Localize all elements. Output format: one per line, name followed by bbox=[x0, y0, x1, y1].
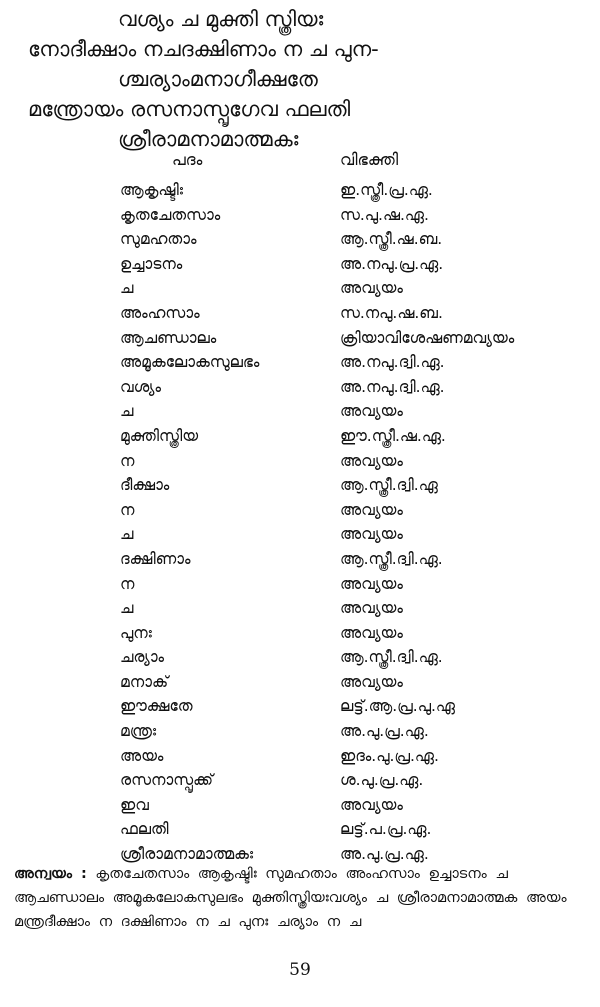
table-row bbox=[0, 301, 600, 326]
case-cell: ലട്ട്.പ.പ്ര.ഏ. bbox=[340, 820, 432, 839]
word-cell: ചര്യാം bbox=[120, 648, 165, 667]
case-cell: ഇദം.പു.പ്ര.ഏ. bbox=[340, 746, 439, 765]
table-row bbox=[0, 375, 600, 400]
case-cell: അവ്യയം bbox=[340, 500, 403, 519]
case-cell: അവ്യയം bbox=[340, 279, 403, 298]
word-cell: ദക്ഷിണാം bbox=[120, 549, 191, 568]
case-cell: അവ്യയം bbox=[340, 574, 403, 593]
case-cell: ആ.സ്ത്രീ.ദ്വി.ഏ. bbox=[340, 549, 443, 568]
table-row bbox=[0, 768, 600, 793]
table-row bbox=[0, 522, 600, 547]
table-row bbox=[0, 817, 600, 842]
table-row bbox=[0, 621, 600, 646]
column-header-word: പദം bbox=[172, 150, 203, 169]
case-cell: അ.പു.പ്ര.ഏ. bbox=[340, 845, 429, 864]
table-row bbox=[0, 547, 600, 572]
word-cell: അമൂകലോകസുലഭം bbox=[120, 353, 260, 372]
word-cell: മുക്തിസ്ത്രിയ bbox=[120, 426, 199, 445]
word-cell: ന bbox=[120, 500, 135, 519]
case-cell: ക്രിയാവിശേഷണമവ്യയം bbox=[340, 328, 515, 347]
verse-line-5: ശ്രീരാമനാമാത്മകഃ bbox=[118, 127, 299, 151]
case-cell: അ.നപു.ദ്വി.ഏ. bbox=[340, 353, 445, 372]
case-cell: അവ്യയം bbox=[340, 451, 403, 470]
word-cell: അംഹസാം bbox=[120, 303, 200, 322]
case-cell: സ.പു.ഷ.ഏ. bbox=[340, 205, 429, 224]
verse-line-2: നോദീക്ഷാം നചദക്ഷിണാം ന ച പുന- bbox=[28, 37, 379, 61]
case-cell: ഇ.സ്ത്രീ.പ്ര.ഏ. bbox=[340, 181, 433, 199]
column-header-case: വിഭക്തി bbox=[340, 150, 399, 169]
table-row bbox=[0, 399, 600, 424]
word-cell: ച bbox=[120, 402, 134, 421]
table-row bbox=[0, 350, 600, 375]
word-cell: ശ്രീരാമനാമാത്മകഃ bbox=[120, 845, 254, 864]
case-cell: ലട്ട്.ആ.പ്ര.പു.ഏ bbox=[340, 697, 455, 716]
word-cell: ഇവ bbox=[120, 795, 149, 814]
word-cell: മനാക് bbox=[120, 672, 169, 691]
case-cell: ആ.സ്ത്രീ.ദ്വി.ഏ bbox=[340, 476, 438, 495]
table-row bbox=[0, 572, 600, 597]
anvayam-text: കൃതചേതസാം ആകൃഷ്ടിഃ സുമഹതാം അംഹസാം ഉച്ചാടനം ച ആചണ്ഡാലം അമൂകലോകസുലഭം മുക്തിസ്ത്രിയഃവശ്യം ച ശ്രീരാമനാമാത്മക അയം മന്ത്രദീക്ഷാം ന ദക്ഷിണാം ന ച പുനഃ ചര്യാം ന ച bbox=[14, 866, 567, 930]
word-cell: ദീക്ഷാം bbox=[120, 476, 170, 495]
anvayam-label: അന്വയം : bbox=[14, 866, 87, 882]
table-row bbox=[0, 227, 600, 252]
case-cell: ആ.സ്ത്രീ.ദ്വി.ഏ. bbox=[340, 648, 443, 667]
table-row bbox=[0, 473, 600, 498]
case-cell: അ.നപു.പ്ര.ഏ. bbox=[340, 254, 444, 273]
verse-line-1: വശ്യം ച മുക്തി സ്ത്രിയഃ bbox=[118, 7, 324, 31]
verse-line-4: മന്ത്രോയം രസനാസ്പൃഗേവ ഫലതി bbox=[28, 97, 351, 121]
word-cell: അയം bbox=[120, 746, 164, 765]
case-cell: ശ.പു.പ്ര.ഏ. bbox=[340, 771, 424, 790]
case-cell: ആ.സ്ത്രീ.ഷ.ബ. bbox=[340, 230, 443, 249]
page-number: 59 bbox=[289, 960, 311, 980]
case-cell: അ.നപു.ദ്വി.ഏ. bbox=[340, 377, 445, 396]
word-cell: സുമഹതാം bbox=[120, 230, 197, 249]
table-row bbox=[0, 498, 600, 523]
table-row bbox=[0, 719, 600, 744]
table-body bbox=[0, 178, 600, 867]
table-row bbox=[0, 178, 600, 203]
word-cell: ച bbox=[120, 279, 134, 298]
case-cell: അവ്യയം bbox=[340, 672, 403, 691]
case-cell: അ.പു.പ്ര.ഏ. bbox=[340, 722, 429, 741]
table-row bbox=[0, 276, 600, 301]
table-row bbox=[0, 694, 600, 719]
table-row bbox=[0, 252, 600, 277]
case-cell: അവ്യയം bbox=[340, 795, 403, 814]
table-row bbox=[0, 645, 600, 670]
word-cell: ഈക്ഷതേ bbox=[120, 697, 193, 716]
word-cell: ന bbox=[120, 451, 135, 470]
table-row bbox=[0, 596, 600, 621]
word-cell: വശ്യം bbox=[120, 377, 161, 396]
anvayam-paragraph bbox=[14, 862, 588, 934]
word-cell: രസനാസ്പൃക്ക് bbox=[120, 771, 213, 790]
table-row bbox=[0, 424, 600, 449]
case-cell: സ.നപു.ഷ.ബ. bbox=[340, 303, 443, 322]
word-cell: കൃതചേതസാം bbox=[120, 205, 221, 224]
case-cell: അവ്യയം bbox=[340, 402, 403, 421]
word-cell: ച bbox=[120, 525, 134, 544]
word-cell: ച bbox=[120, 599, 134, 618]
case-cell: ഈ.സ്ത്രീ.ഷ.ഏ. bbox=[340, 426, 446, 445]
word-cell: ന bbox=[120, 574, 135, 593]
table-row bbox=[0, 793, 600, 818]
case-cell: അവ്യയം bbox=[340, 623, 403, 642]
word-cell: പുനഃ bbox=[120, 623, 152, 642]
word-cell: മന്ത്രഃ bbox=[120, 722, 157, 741]
case-cell: അവ്യയം bbox=[340, 525, 403, 544]
word-cell: ആകൃഷ്ടിഃ bbox=[120, 181, 183, 199]
table-row bbox=[0, 670, 600, 695]
table-row bbox=[0, 744, 600, 769]
table-row bbox=[0, 203, 600, 228]
verse-line-3: ശ്ചര്യാംമനാഗീക്ഷതേ bbox=[118, 67, 318, 91]
table-row bbox=[0, 326, 600, 351]
word-cell: ഫലതി bbox=[120, 820, 169, 839]
case-cell: അവ്യയം bbox=[340, 599, 403, 618]
table-row bbox=[0, 449, 600, 474]
word-cell: ആചണ്ഡാലം bbox=[120, 328, 217, 347]
word-cell: ഉച്ചാടനം bbox=[120, 254, 183, 273]
